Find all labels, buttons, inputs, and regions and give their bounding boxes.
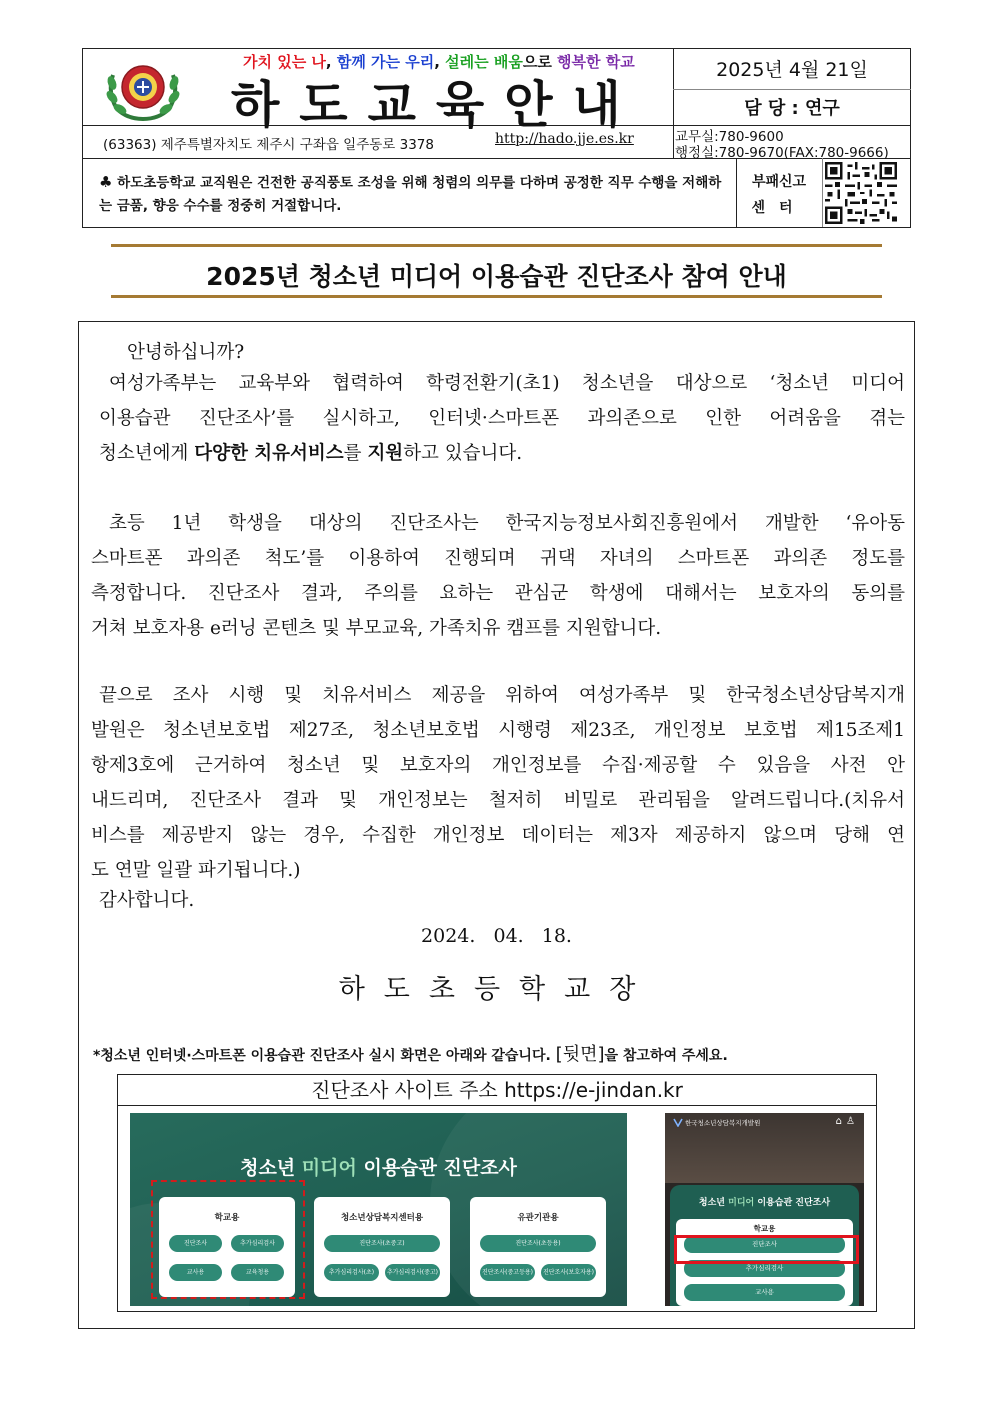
org-name: 한국청소년상담복지개발원 (685, 1119, 761, 1127)
slogan-part: , (325, 53, 337, 71)
paragraph-line: 청소년에게 다양한 치유서비스를 지원하고 있습니다. (99, 443, 523, 464)
newsletter-title: 하도교육안내 (231, 75, 641, 134)
school-address: (63363) 제주특별자치도 제주시 구좌읍 일주동로 3378 (103, 137, 434, 153)
report-center-label: 부패신고 (751, 174, 807, 190)
extra-test-button[interactable]: 추가심리검사(초) (324, 1264, 379, 1281)
diagnosis-highlight-box (674, 1235, 859, 1264)
card-title: 학교용 (214, 1213, 240, 1223)
paragraph-line: 끝으로 조사 시행 및 치유서비스 제공을 위하여 여성가족부 및 한국청소년상담복지개 (99, 685, 905, 706)
school-highlight-box (151, 1180, 305, 1299)
phone-admin: 행정실:780-9670(FAX:780-9666) (675, 145, 889, 161)
manager: 담 당 : 연구 (744, 98, 840, 119)
paragraph-line: 측정합니다. 진단조사 결과, 주의를 요하는 관심군 학생에 대해서는 보호자의 동의를 (91, 583, 905, 604)
back-page-ref: [뒷면] (555, 1044, 605, 1065)
document-title: 2025년 청소년 미디어 이용습관 진단조사 참여 안내 (206, 262, 787, 291)
paragraph-line: 초등 1년 학생을 대상의 진단조사는 한국지능정보사회진흥원에서 개발한 ‘유아동 (109, 513, 905, 534)
diagnosis-button[interactable]: 진단조사(중고등용) (480, 1264, 535, 1281)
desktop-site-title: 청소년 미디어 이용습관 진단조사 (240, 1157, 517, 1179)
issue-date: 2025년 4월 21일 (716, 59, 868, 81)
paragraph-line: 여성가족부는 교육부와 협력하여 학령전환기(초1) 청소년을 대상으로 ‘청소년 미디어 (109, 373, 905, 394)
site-address[interactable]: 진단조사 사이트 주소 https://e-jindan.kr (118, 1075, 876, 1106)
diagnosis-button[interactable]: 진단조사(초등용) (480, 1235, 596, 1252)
emphasis-text: 다양한 치유서비스 (194, 443, 344, 464)
title-rule-top (111, 244, 882, 247)
emphasis-text: 지원 (367, 443, 404, 464)
qr-code-icon[interactable] (825, 162, 897, 224)
paragraph-line: 비스를 제공받지 않는 경우, 수집한 개인정보 데이터는 제3자 제공하지 않으며 당해 연 (91, 825, 905, 846)
slogan-part: 함께 가는 우리 (336, 53, 435, 71)
agency-card (470, 1197, 606, 1297)
diagnosis-button[interactable]: 진단조사 (169, 1235, 222, 1252)
report-center-label: 센터 (751, 200, 807, 216)
org-logo-icon (673, 1117, 683, 1127)
slogan-part: , (434, 53, 446, 71)
integrity-text: 하도초등학교 교직원은 건전한 공직풍토 조성을 위해 청렴의 의무를 다하며 공정한 직무 수행을 저해하는 금품, 향응 수수를 정중히 거절합니다. (99, 175, 722, 214)
principal-signature: 하도초등학교장 (338, 974, 655, 1005)
slogan-part: 가치 있는 나 (243, 53, 326, 71)
mobile-diagnosis-button[interactable]: 진단조사 (684, 1236, 845, 1253)
mobile-section-title: 학교용 (753, 1224, 776, 1233)
diagnosis-button[interactable]: 진단조사(초중고) (324, 1235, 440, 1252)
paragraph-line: 발원은 청소년보호법 제27조, 청소년보호법 시행령 제23조, 개인정보 보호법 제15조제1 (91, 720, 905, 741)
home-icon[interactable]: ⌂ (835, 1116, 842, 1127)
teacher-button[interactable]: 교사용 (169, 1264, 222, 1281)
phone-teacher: 교무실:780-9600 (675, 129, 784, 145)
counseling-center-card (314, 1197, 450, 1297)
site-info-box (117, 1074, 877, 1312)
mobile-screenshot (665, 1113, 864, 1306)
club-icon: ♣ (99, 173, 113, 191)
school-emblem-icon (103, 55, 183, 121)
paragraph-line: 스마트폰 과의존 척도’를 이용하여 진행되며 귀댁 자녀의 스마트폰 과의존 정도를 (91, 548, 905, 569)
extra-test-button[interactable]: 추가심리검사(중고) (385, 1264, 440, 1281)
mobile-extra-test-button[interactable]: 추가심리검사 (684, 1260, 845, 1277)
card-title: 청소년상담복지센터용 (340, 1213, 424, 1223)
card-title: 유관기관용 (517, 1213, 559, 1223)
slogan-part: 으로 (522, 53, 558, 71)
closing-thanks: 감사합니다. (99, 890, 195, 911)
paragraph-line: 거쳐 보호자용 e러닝 콘텐츠 및 부모교육, 가족치유 캠프를 지원합니다. (91, 618, 662, 639)
slogan-part: 행복한 학교 (557, 53, 635, 71)
greeting: 안녕하십니까? (127, 342, 245, 363)
screen-note: *청소년 인터넷·스마트폰 이용습관 진단조사 실시 화면은 아래와 같습니다. [뒷면]을 참고하여 주세요. (93, 1044, 728, 1065)
letterhead (82, 48, 911, 228)
title-rule-bottom (111, 295, 882, 298)
paragraph-line: 이용습관 진단조사’를 실시하고, 인터넷·스마트폰 과의존으로 인한 어려움을 겪는 (99, 408, 905, 429)
paragraph-line: 도 연말 일괄 파기됩니다.) (91, 860, 301, 881)
paragraph-line: 항제3호에 근거하여 청소년 및 보호자의 개인정보를 수집·제공할 수 있음을 사전 안 (91, 755, 905, 776)
extra-test-button[interactable]: 추가심리검사 (231, 1235, 284, 1252)
integrity-pledge (99, 171, 725, 218)
diagnosis-button[interactable]: 진단조사(보호자용) (541, 1264, 596, 1281)
homepage-link[interactable]: http://hado.jje.es.kr (495, 131, 634, 147)
slogan-part: 설레는 배움 (445, 53, 523, 71)
desktop-screenshot (130, 1113, 627, 1306)
signature-date: 2024. 04. 18. (421, 925, 572, 947)
mobile-site-title: 청소년 미디어 이용습관 진단조사 (698, 1198, 831, 1208)
user-icon[interactable]: ♙ (846, 1116, 855, 1127)
letter-body (78, 321, 915, 1329)
mobile-teacher-button[interactable]: 교사용 (684, 1284, 845, 1301)
paragraph-line: 내드리며, 진단조사 결과 및 개인정보는 철저히 비밀로 관리됨을 알려드립니다.(치유서 (91, 790, 905, 811)
office-button[interactable]: 교육청용 (231, 1264, 284, 1281)
